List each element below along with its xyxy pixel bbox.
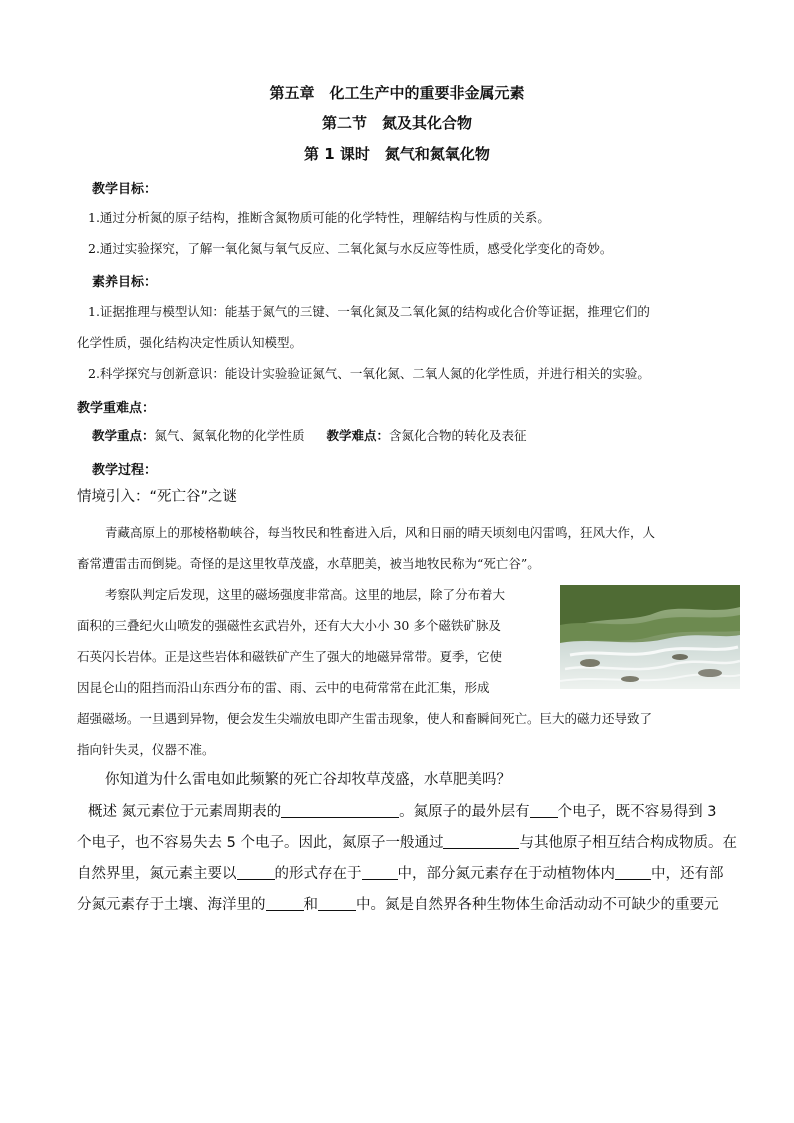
literacy-heading: 素养目标： bbox=[92, 275, 158, 290]
overview-text: 概述 氮元素位于元素周期表的 bbox=[88, 804, 282, 820]
goal-item-1: 1.通过分析氮的原子结构，推断含氮物质可能的化学特性，理解结构与性质的关系。 bbox=[88, 210, 550, 225]
story-p2-line-4: 因昆仑山的阻挡而沿山东西分布的雷、雨、云中的电荷常常在此汇集，形成 bbox=[77, 680, 490, 695]
overview-line-2 bbox=[77, 828, 737, 859]
story-p2-line-6: 指向针失灵，仪器不准。 bbox=[77, 742, 215, 757]
key-text: 氮气、氮氧化物的化学性质 bbox=[154, 428, 305, 443]
overview-text: 与其他原子相互结合构成物质。在 bbox=[519, 835, 737, 851]
literacy-item-2: 2.科学探究与创新意识：能设计实验验证氮气、一氧化氮、二氧人氮的化学性质，并进行相关的实验。 bbox=[88, 366, 650, 381]
overview-text: 自然界里，氮元素主要以 bbox=[77, 866, 237, 882]
key-label: 教学重点： bbox=[92, 428, 155, 443]
fill-blank[interactable] bbox=[443, 834, 519, 849]
question-text: 你知道为什么雷电如此频繁的死亡谷却牧草茂盛，水草肥美吗？ bbox=[105, 772, 511, 788]
lesson-title: 第 1 课时 氮气和氮氧化物 bbox=[304, 145, 490, 163]
overview-text: 中，部分氮元素存在于动植物体内 bbox=[397, 866, 615, 882]
overview-text: 分氮元素存于土壤、海洋里的 bbox=[77, 897, 266, 913]
fill-blank[interactable] bbox=[318, 896, 356, 911]
overview-line-4 bbox=[77, 890, 719, 921]
fill-blank[interactable] bbox=[530, 803, 558, 818]
keypoints-line bbox=[92, 420, 527, 451]
story-p1-line-1: 青藏高原上的那棱格勒峡谷，每当牧民和牲畜进入后，风和日丽的晴天顷刻电闪雷鸣，狂风大作，人 bbox=[105, 525, 656, 540]
fill-blank[interactable] bbox=[237, 865, 275, 880]
overview-line-1 bbox=[88, 797, 716, 828]
process-heading: 教学过程： bbox=[92, 463, 158, 478]
goals-heading: 教学目标： bbox=[92, 182, 158, 197]
fill-blank[interactable] bbox=[281, 803, 399, 818]
overview-text: 和 bbox=[303, 897, 318, 913]
goal-item-2: 2.通过实验探究，了解一氧化氮与氧气反应、二氧化氮与水反应等性质，感受化学变化的奇妙。 bbox=[88, 241, 613, 256]
chapter-title: 第五章 化工生产中的重要非金属元素 bbox=[269, 84, 525, 102]
situation-intro: 情境引入：“死亡谷”之谜 bbox=[77, 489, 238, 505]
fill-blank[interactable] bbox=[362, 865, 398, 880]
overview-text: 中，还有部 bbox=[651, 866, 724, 882]
overview-text: 的形式存在于 bbox=[274, 866, 362, 882]
literacy-item-1-line-2: 化学性质，强化结构决定性质认知模型。 bbox=[77, 335, 303, 350]
difficulty-text: 含氮化合物的转化及表征 bbox=[389, 428, 527, 443]
overview-text: 中。氮是自然界各种生物体生命活动动不可缺少的重要元 bbox=[356, 897, 719, 913]
overview-line-3 bbox=[77, 859, 724, 890]
fill-blank[interactable] bbox=[266, 896, 304, 911]
fill-blank[interactable] bbox=[615, 865, 651, 880]
river-valley-photo bbox=[560, 585, 740, 689]
overview-text: 个电子，也不容易失去 5 个电子。因此，氮原子一般通过 bbox=[77, 835, 444, 851]
literacy-item-1-line-1: 1.证据推理与模型认知：能基于氮气的三键、一氧化氮及二氧化氮的结构或化合价等证据，推理它们的 bbox=[88, 304, 650, 319]
difficulty-label: 教学难点： bbox=[326, 428, 390, 443]
overview-text: 。氮原子的最外层有 bbox=[399, 804, 530, 820]
overview-text: 个电子，既不容易得到 3 bbox=[557, 804, 717, 820]
keypoints-heading: 教学重难点： bbox=[77, 401, 156, 416]
story-p1-line-2: 畜常遭雷击而倒毙。奇怪的是这里牧草茂盛，水草肥美，被当地牧民称为“死亡谷”。 bbox=[77, 556, 540, 571]
story-p2-line-1: 考察队判定后发现，这里的磁场强度非常高。这里的地层，除了分布着大 bbox=[105, 587, 506, 602]
story-p2-line-3: 石英闪长岩体。正是这些岩体和磁铁矿产生了强大的地磁异常带。夏季，它使 bbox=[77, 649, 503, 664]
story-p2-line-2: 面积的三叠纪火山喷发的强磁性玄武岩外，还有大大小小 30 多个磁铁矿脉及 bbox=[77, 618, 501, 633]
story-p2-line-5: 超强磁场。一旦遇到异物，便会发生尖端放电即产生雷击现象，使人和畜瞬间死亡。巨大的磁力还导致了 bbox=[77, 711, 653, 726]
section-title: 第二节 氮及其化合物 bbox=[321, 114, 472, 132]
